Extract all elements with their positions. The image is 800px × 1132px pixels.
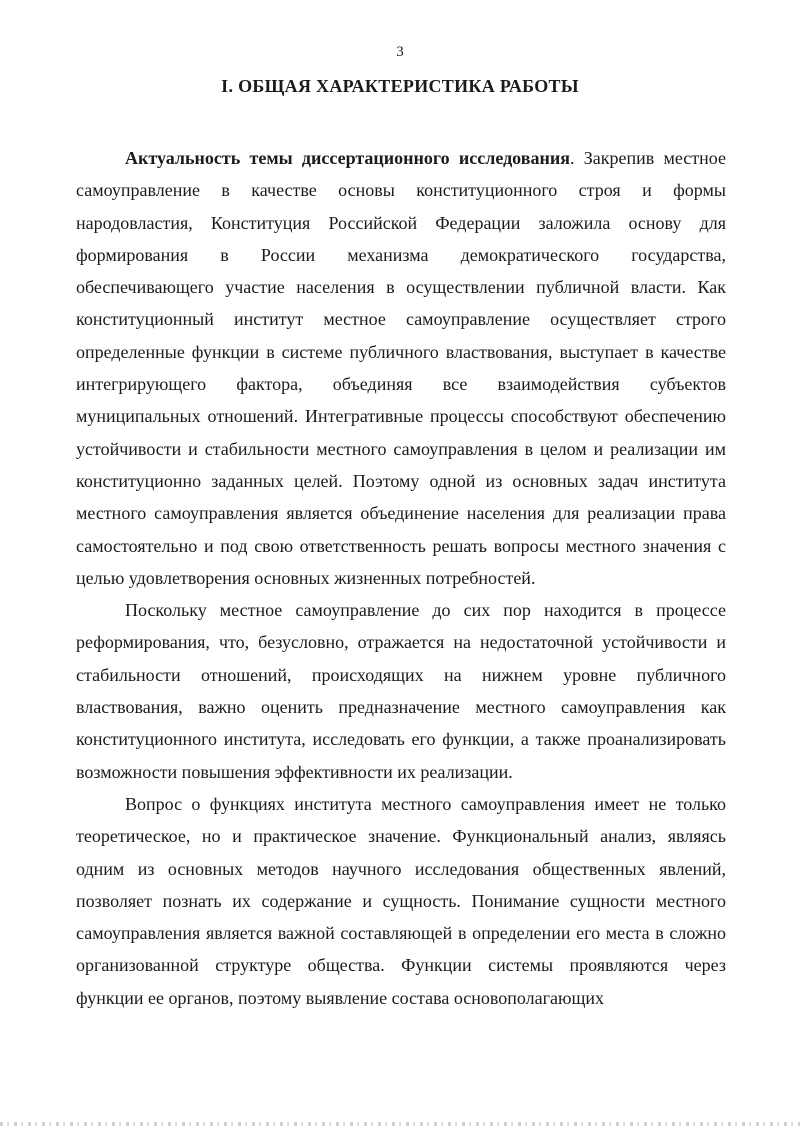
page-number: 3 xyxy=(396,44,404,60)
paragraph-relevance xyxy=(76,142,726,594)
paragraph-reform: Поскольку местное самоуправление до сих пор находится в процессе реформирования, что, безусловно, отражается на недостаточной устойчивости и стабильности отношений, происходящих на нижнем уровне публичного властвования, важно оценить предназначение местного самоуправления как конституционного института, исследовать его функции, а также проанализировать возможности повышения эффективности их реализации. xyxy=(76,600,726,782)
scan-edge-artifact xyxy=(0,1122,800,1126)
body-text xyxy=(76,142,726,1014)
paragraph-text: . Закрепив местное самоуправление в качестве основы конституционного строя и формы народовластия, Конституция Российской Федерации заложила основу для формирования в России механизма демократического государства, обеспечивающего участие населения в осуществлении публичной власти. Как конституционный институт местное самоуправление осуществляет строго определенные функции в системе публичного властвования, выступает в качестве интегрирующего фактора, объединяя все взаимодействия субъектов муниципальных отношений. Интегративные процессы способствуют обеспечению устойчивости и стабильности местного самоуправления в целом и реализации им конституционно заданных целей. Поэтому одной из основных задач института местного самоуправления является объединение населения для реализации права самостоятельно и под свою ответственность решать вопросы местного значения с целью удовлетворения основных жизненных потребностей. xyxy=(76,148,726,588)
section-heading: I. ОБЩАЯ ХАРАКТЕРИСТИКА РАБОТЫ xyxy=(221,76,579,96)
paragraph-lead-bold: Актуальность темы диссертационного исследования xyxy=(125,148,570,168)
paragraph-functions: Вопрос о функциях института местного самоуправления имеет не только теоретическое, но и практическое значение. Функциональный анализ, являясь одним из основных методов научного исследования общественных явлений, позволяет познать их содержание и сущность. Понимание сущности местного самоуправления является важной составляющей в определении его места в сложно организованной структуре общества. Функции системы проявляются через функции ее органов, поэтому выявление состава основополагающих xyxy=(76,793,726,1008)
